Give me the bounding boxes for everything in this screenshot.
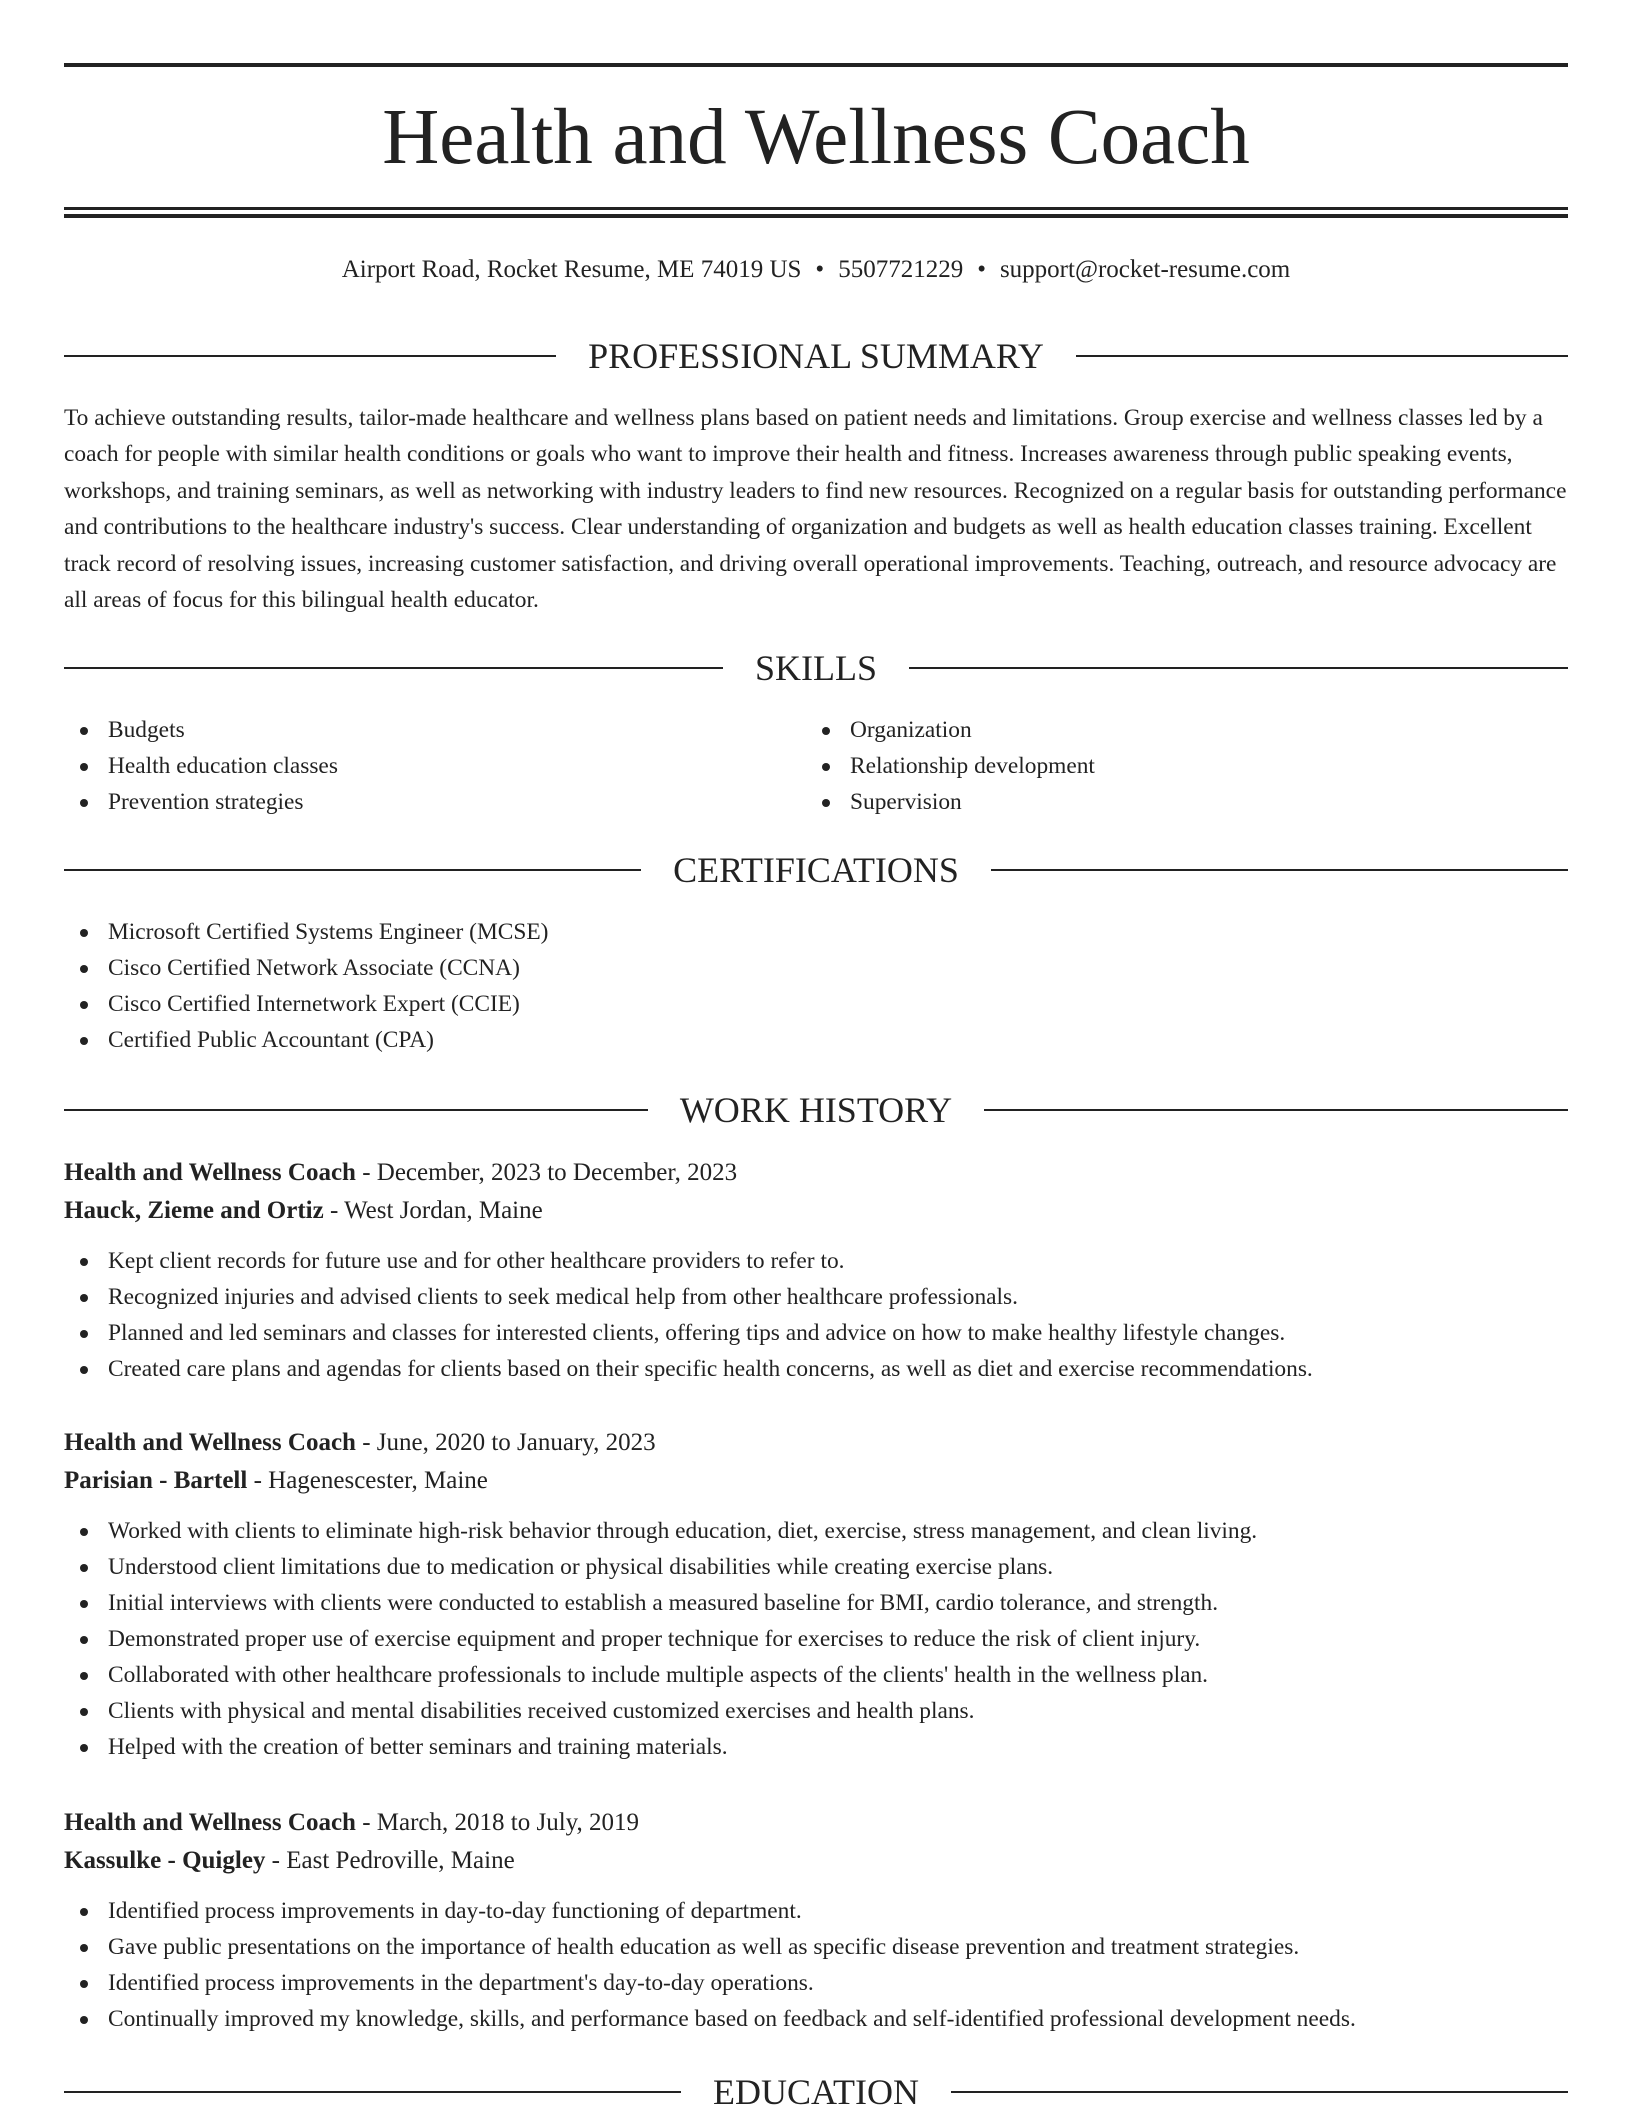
job-duty: Identified process improvements in the department's day-to-day operations. — [64, 1965, 1568, 2001]
section-header-skills — [64, 646, 1568, 690]
header-rule-lower — [64, 214, 1568, 218]
skills-list — [806, 712, 1546, 820]
skill-item: Supervision — [806, 784, 1546, 820]
job-duties-list — [64, 1243, 1568, 1387]
summary-text: To achieve outstanding results, tailor-made healthcare and wellness plans based on patient needs and limitations. Group exercise and wellness classes led by a coach for people with similar health conditions or goals who want to improve their health and fitness. Increases awareness through public speaking events, workshops, and training seminars, as well as networking with industry leaders to find new resources. Recognized on a regular basis for outstanding performance and contributions to the healthcare industry's success. Clear understanding of organization and budgets as well as health education classes training. Excellent track record of resolving issues, increasing customer satisfaction, and driving overall operational improvements. Teaching, outreach, and resource advocacy are all areas of focus for this bilingual health educator. — [64, 405, 1567, 614]
job-title: Health and Wellness Coach — [64, 1809, 356, 1836]
skill-item: Organization — [806, 712, 1546, 748]
contact-line — [64, 252, 1568, 288]
section-title: CERTIFICATIONS — [673, 850, 959, 890]
job-duty: Kept client records for future use and for other healthcare providers to refer to. — [64, 1243, 1568, 1279]
section-rule — [64, 869, 641, 871]
job-title: Health and Wellness Coach — [64, 1159, 356, 1186]
skill-item: Budgets — [64, 712, 804, 748]
job-duty: Worked with clients to eliminate high-risk behavior through education, diet, exercise, stress management, and clean living. — [64, 1513, 1568, 1549]
certification-item: Cisco Certified Network Associate (CCNA) — [64, 950, 1568, 986]
resume-page — [64, 0, 1568, 2112]
section-rule — [951, 2091, 1568, 2093]
section-title: EDUCATION — [713, 2072, 919, 2112]
job-duty: Created care plans and agendas for clients based on their specific health concerns, as well as diet and exercise recommendations. — [64, 1351, 1568, 1387]
section-header-certifications — [64, 848, 1568, 892]
contact-email: support@rocket-resume.com — [999, 256, 1291, 283]
job-dates: - March, 2018 to July, 2019 — [355, 1809, 640, 1836]
job-location: - East Pedroville, Maine — [265, 1847, 515, 1874]
certification-item: Cisco Certified Internetwork Expert (CCIE) — [64, 986, 1568, 1022]
section-title: WORK HISTORY — [679, 1090, 953, 1130]
job-company: Hauck, Zieme and Ortiz — [64, 1197, 324, 1224]
job-title-line — [64, 1424, 1568, 1462]
skills-column-right — [806, 712, 1546, 820]
job-duty: Planned and led seminars and classes for interested clients, offering tips and advice on how to make healthy lifestyle changes. — [64, 1315, 1568, 1351]
job-entry — [64, 1804, 1568, 2037]
section-header-work-history — [64, 1088, 1568, 1132]
certification-item: Microsoft Certified Systems Engineer (MCSE) — [64, 914, 1568, 950]
section-rule — [64, 667, 723, 669]
section-rule — [991, 869, 1568, 871]
section-rule — [909, 667, 1568, 669]
job-duty: Clients with physical and mental disabilities received customized exercises and health plans. — [64, 1693, 1568, 1729]
resume-name: Health and Wellness Coach — [382, 94, 1250, 181]
job-company: Parisian - Bartell — [64, 1467, 248, 1494]
job-duty: Helped with the creation of better seminars and training materials. — [64, 1729, 1568, 1765]
job-location: - Hagenescester, Maine — [247, 1467, 488, 1494]
job-duty: Initial interviews with clients were conducted to establish a measured baseline for BMI, cardio tolerance, and strength. — [64, 1585, 1568, 1621]
section-rule — [64, 355, 556, 357]
section-header-education — [64, 2070, 1568, 2114]
job-duties-list — [64, 1893, 1568, 2037]
job-location: - West Jordan, Maine — [323, 1197, 543, 1224]
section-title: PROFESSIONAL SUMMARY — [588, 336, 1044, 376]
job-duty: Understood client limitations due to medication or physical disabilities while creating exercise plans. — [64, 1549, 1568, 1585]
job-duty: Continually improved my knowledge, skills, and performance based on feedback and self-identified professional development needs. — [64, 2001, 1568, 2037]
section-title: SKILLS — [755, 648, 878, 688]
job-company-line — [64, 1462, 1568, 1500]
job-company-line — [64, 1192, 1568, 1230]
job-duties-list — [64, 1513, 1568, 1765]
contact-separator: • — [977, 256, 986, 283]
job-company-line — [64, 1842, 1568, 1880]
job-duty: Gave public presentations on the importance of health education as well as specific disease prevention and treatment strategies. — [64, 1929, 1568, 1965]
section-rule — [1076, 355, 1568, 357]
job-dates: - June, 2020 to January, 2023 — [355, 1429, 656, 1456]
skill-item: Prevention strategies — [64, 784, 804, 820]
section-rule — [64, 1109, 648, 1111]
job-entry — [64, 1424, 1568, 1765]
skills-list — [64, 712, 804, 820]
job-title-line — [64, 1154, 1568, 1192]
contact-phone: 5507721229 — [838, 256, 964, 283]
top-rule — [64, 63, 1568, 67]
job-dates: - December, 2023 to December, 2023 — [355, 1159, 738, 1186]
job-duty: Demonstrated proper use of exercise equipment and proper technique for exercises to reduce the risk of client injury. — [64, 1621, 1568, 1657]
skills-column-left — [64, 712, 804, 820]
skill-item: Health education classes — [64, 748, 804, 784]
header-rule-upper — [64, 207, 1568, 210]
job-title-line — [64, 1804, 1568, 1842]
job-title: Health and Wellness Coach — [64, 1429, 356, 1456]
section-rule — [984, 1109, 1568, 1111]
certifications-list — [64, 914, 1568, 1058]
section-header-summary — [64, 334, 1568, 378]
job-duty: Recognized injuries and advised clients to seek medical help from other healthcare professionals. — [64, 1279, 1568, 1315]
job-duty: Identified process improvements in day-to-day functioning of department. — [64, 1893, 1568, 1929]
contact-address: Airport Road, Rocket Resume, ME 74019 US — [341, 256, 802, 283]
contact-separator: • — [815, 256, 825, 283]
certifications-block — [64, 914, 1568, 1058]
certification-item: Certified Public Accountant (CPA) — [64, 1022, 1568, 1058]
job-company: Kassulke - Quigley — [64, 1847, 266, 1874]
section-rule — [64, 2091, 681, 2093]
job-entry — [64, 1154, 1568, 1387]
job-duty: Collaborated with other healthcare professionals to include multiple aspects of the clients' health in the wellness plan. — [64, 1657, 1568, 1693]
skill-item: Relationship development — [806, 748, 1546, 784]
